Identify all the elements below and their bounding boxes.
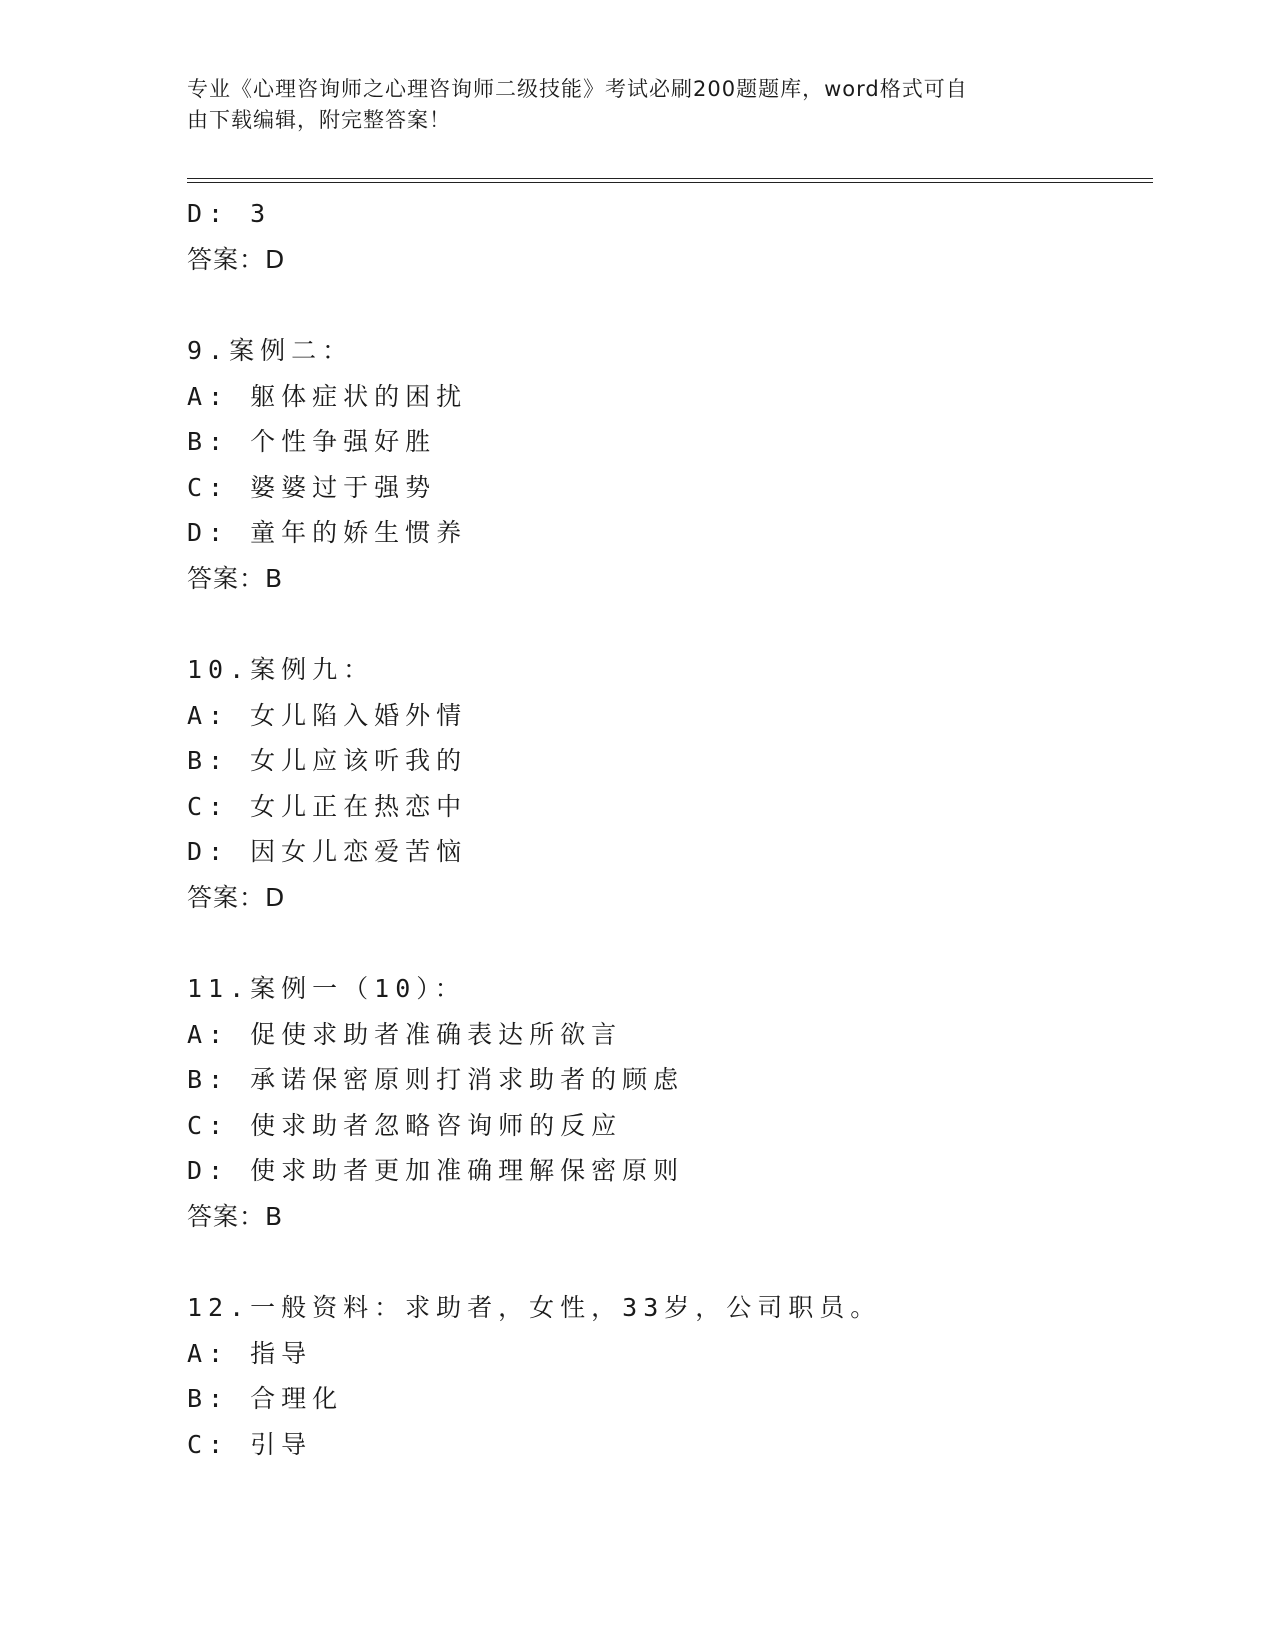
option-c: C: 引导 [187, 1429, 313, 1459]
option-c: C: 女儿正在热恋中 [187, 791, 468, 821]
option-d: D: 童年的娇生惯养 [187, 518, 468, 547]
answer: 答案：B [187, 1201, 284, 1231]
header-divider-top [187, 178, 1153, 179]
question-12 [187, 1285, 1153, 1467]
option-b: B: 女儿应该听我的 [187, 746, 468, 775]
option-a: A: 指导 [187, 1338, 313, 1368]
question-11 [187, 966, 1153, 1239]
answer: 答案：D [187, 882, 286, 912]
answer: 答案：B [187, 563, 284, 593]
option-d: D: 3 [187, 199, 272, 228]
option-b: B: 合理化 [187, 1384, 344, 1413]
question-stem: 11.案例一（10）： [187, 974, 466, 1003]
option-d: D: 使求助者更加准确理解保密原则 [187, 1156, 685, 1185]
header-divider-bottom [187, 182, 1153, 183]
option-c: C: 婆婆过于强势 [187, 472, 437, 502]
question-stem: 10.案例九： [187, 655, 375, 684]
header-line-1: 专业《心理咨询师之心理咨询师二级技能》考试必刷200题题库，word格式可自 [187, 77, 968, 101]
option-a: A: 促使求助者准确表达所欲言 [187, 1019, 623, 1049]
question-list [187, 191, 1153, 1467]
document-header [187, 74, 1067, 136]
header-line-2: 由下载编辑，附完整答案！ [187, 108, 451, 132]
question-stem: 12.一般资料：求助者，女性，33岁，公司职员。 [187, 1293, 882, 1322]
option-b: B: 承诺保密原则打消求助者的顾虑 [187, 1065, 685, 1094]
answer: 答案：D [187, 244, 286, 274]
question-stem: 9.案例二： [187, 336, 354, 365]
option-a: A: 躯体症状的困扰 [187, 381, 468, 411]
question-9 [187, 328, 1153, 601]
option-d: D: 因女儿恋爱苦恼 [187, 837, 468, 866]
option-c: C: 使求助者忽略咨询师的反应 [187, 1110, 623, 1140]
question-10 [187, 647, 1153, 920]
option-b: B: 个性争强好胜 [187, 427, 437, 456]
option-a: A: 女儿陷入婚外情 [187, 700, 468, 730]
